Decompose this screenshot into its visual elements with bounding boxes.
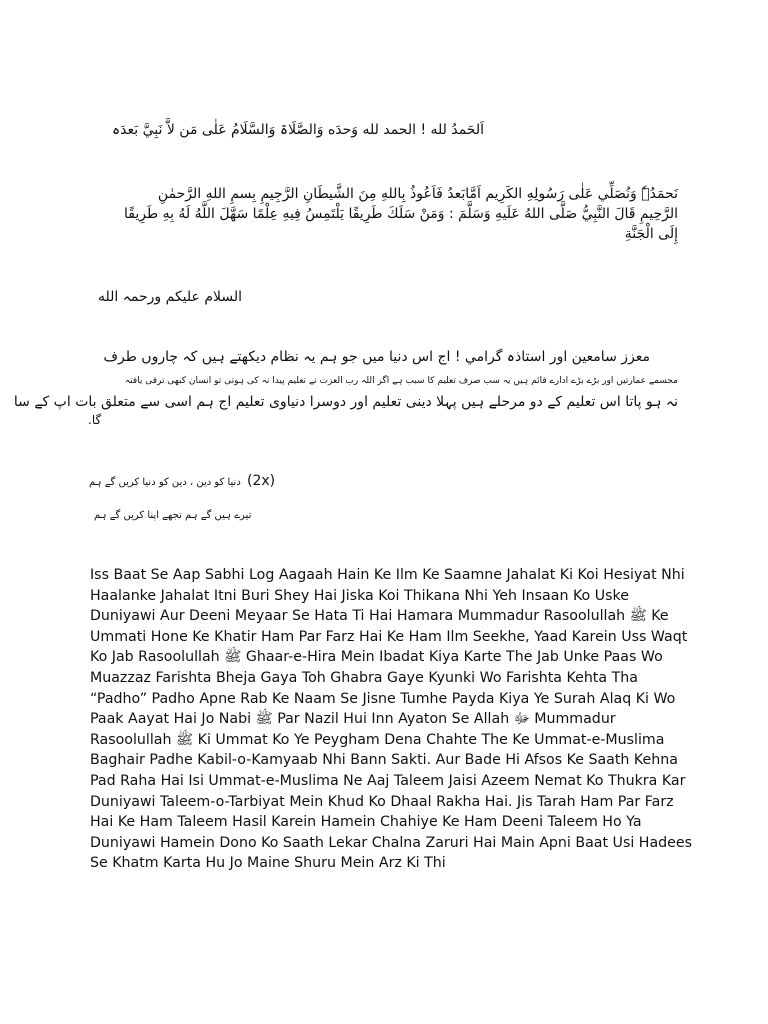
paragraph-line: Se Khatm Karta Hu Jo Maine Shuru Mein Arz Ki Thi <box>90 855 446 872</box>
khutba-line: إِلَى الْجَنَّةِ <box>624 226 678 242</box>
khutba-line: نَحمَدُہٗ وَنُصَلِّي عَلٰى رَسُولِهِ الكَرِيم اَمَّابَعدُ فَاَعُوذُ بِاللهِ مِنَ الشَّيطَانِ الرَّجِيمِ بِسمِ اللهِ الرَّحمٰنِ <box>157 186 678 202</box>
paragraph-line: Pad Raha Hai Isi Ummat-e-Muslima Ne Aaj Taleem Jaisi Azeem Nemat Ko Thukra Kar <box>90 772 686 789</box>
paragraph-line: Ummati Hone Ke Khatir Ham Par Farz Hai Ke Ham Ilm Seekhe, Yaad Karein Uss Waqt <box>90 628 688 645</box>
khutba-line: الرَّحِيمِ قَالَ النَّبِيُّ صَلَّى اللهُ عَلَيهِ وَسَلَّمَ : وَمَنْ سَلَكَ طَرِيقًا يَلْتَمِسُ فِيهِ عِلْمًا سَهَّلَ اللَّهُ لَهُ بِهِ طَرِيقًا <box>124 206 678 222</box>
paragraph-line: Haalanke Jahalat Itni Buri Shey Hai Jiska Koi Thikana Nhi Yeh Insaan Ko Uske <box>90 587 629 604</box>
poem-line-2: تیرے ہیں گے ہم تجھے اپنا کریں گے ہم <box>94 510 252 521</box>
paragraph-line: Rasoolullah ﷺ Ki Ummat Ko Ye Peygham Dena Chahte The Ke Ummat-e-Muslima <box>90 731 665 748</box>
intro-line-3: نہ ہو پاتا اس تعلیم کے دو مرحلے ہیں پہلا دینی تعلیم اور دوسرا دنیاوی تعلیم اج ہم اسی سے متعلق بات اپ کے سا <box>13 394 678 410</box>
poem-repeat-marker: (2x) <box>246 473 276 489</box>
khutba-paragraph <box>90 184 678 244</box>
paragraph-line: Duniyawi Aur Deeni Meyaar Se Hata Ti Hai Hamara Mummadur Rasoolullah ﷺ Ke <box>90 608 669 625</box>
paragraph-line: Duniyawi Taleem-o-Tarbiyat Mein Khud Ko Dhaal Rakha Hai. Jis Tarah Ham Par Farz <box>90 793 674 810</box>
paragraph-line: “Padho” Padho Apne Rab Ke Naam Se Jisne Tumhe Payda Kiya Ye Surah Alaq Ki Wo <box>90 690 676 707</box>
intro-line-3-clip <box>0 392 678 416</box>
paragraph-line: Muazzaz Farishta Bheja Gaya Toh Ghabra Gaye Kyunki Wo Farishta Kehta Tha <box>90 669 638 686</box>
poem-text-1: دنیا کو دین ، دین کو دنیا کریں گے ہم <box>89 477 241 488</box>
paragraph-line: Iss Baat Se Aap Sabhi Log Aagaah Hain Ke Ilm Ke Saamne Jahalat Ki Koi Hesiyat Nhi <box>90 567 685 583</box>
hamd-heading: اَلحَمدُ لله ! الحمد لله وَحدَه وَالصَّلَاۃ وَالسَّلَامُ عَلٰى مَن لاَّ نَبِيَّ بَعدَہ <box>111 122 484 138</box>
paragraph-line: Hai Ke Ham Taleem Hasil Karein Hamein Chahiye Ke Ham Deeni Taleem Ho Ya <box>90 814 642 831</box>
intro-line-2: مجسمے عمارتیں اور بڑے بڑے ادارے قائم ہیں یہ سب صرف تعلیم کا سبب ہے اگر اللہ رب العزت نے تعلیم پیدا نہ کی ہوتی تو انسان کبھی ترقی یافتہ <box>124 376 678 386</box>
poem-line-1 <box>89 473 275 489</box>
paragraph-line: Ko Jab Rasoolullah ﷺ Ghaar-e-Hira Mein Ibadat Kiya Karte The Jab Unke Paas Wo <box>90 649 663 666</box>
paragraph-line: Paak Aayat Hai Jo Nabi ﷺ Par Nazil Hui Inn Ayaton Se Allah ﷻ Mummadur <box>90 711 616 728</box>
paragraph-line: Baghair Padhe Kabil-o-Kamyaab Nhi Bann Sakti. Aur Bade Hi Afsos Ke Saath Kehna <box>90 752 678 769</box>
roman-urdu-paragraph <box>90 565 693 874</box>
paragraph-line: Duniyawi Hamein Dono Ko Saath Lekar Chalna Zaruri Hai Main Apni Baat Usi Hadees <box>90 834 693 851</box>
salam-greeting: السلام علیکم ورحمہ الله <box>97 289 242 305</box>
intro-line-1: معزز سامعین اور استاذہ گرامي ! اج اس دنیا میں جو ہم یہ نظام دیکھتے ہیں کہ چاروں طرف <box>103 349 650 365</box>
intro-line-4: گا. <box>88 413 102 427</box>
